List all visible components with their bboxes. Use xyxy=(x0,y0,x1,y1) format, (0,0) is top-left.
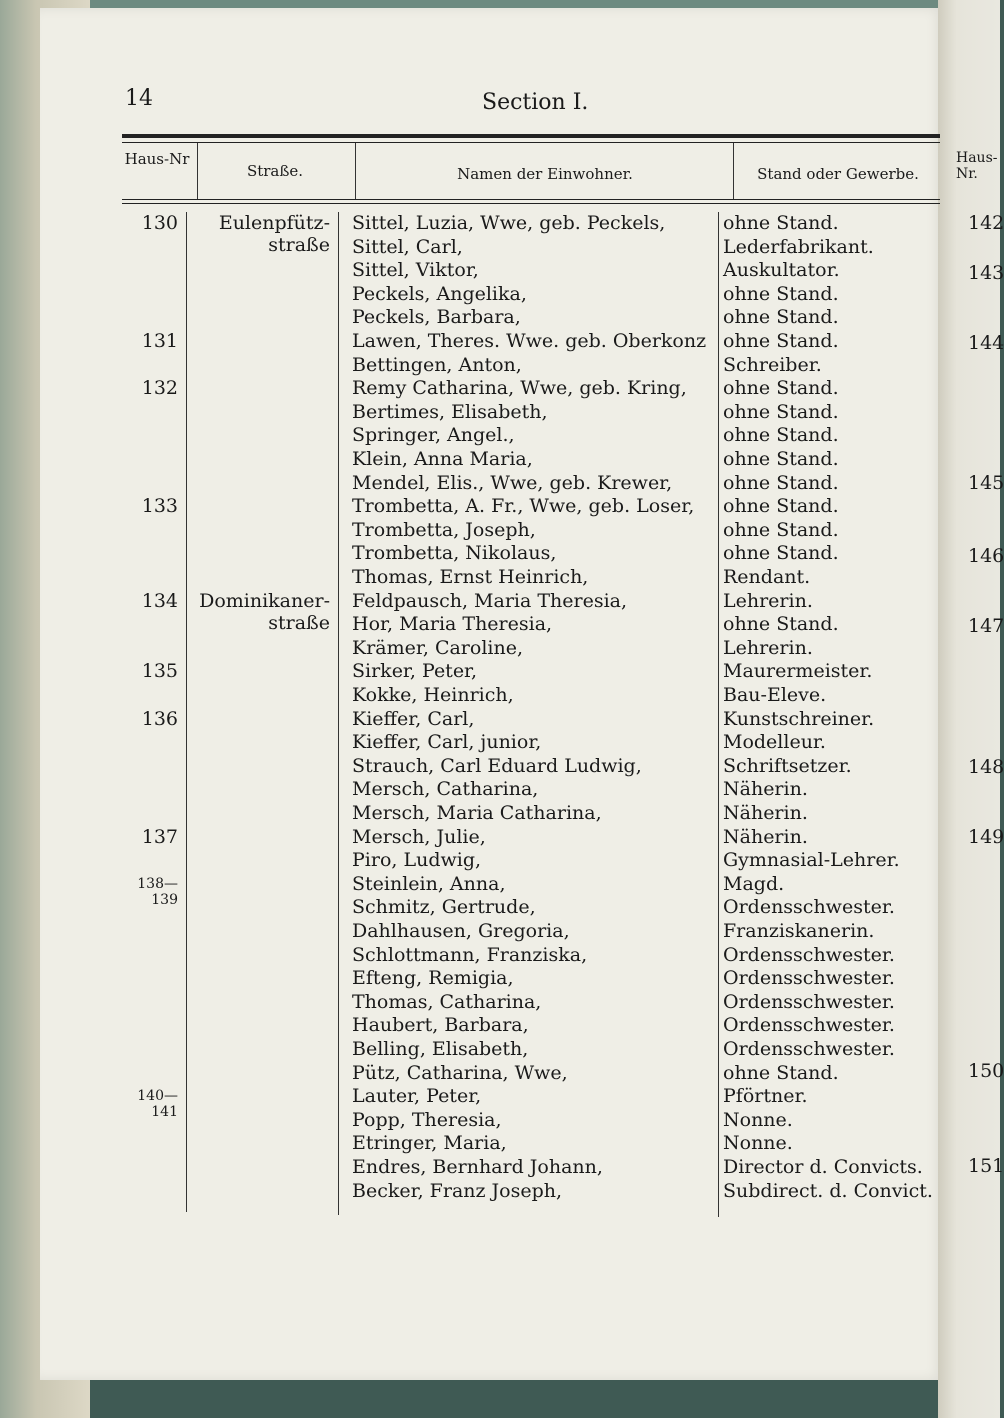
resident-occupation: Ordensschwester. xyxy=(723,990,895,1013)
resident-occupation: Ordensschwester. xyxy=(723,896,895,919)
resident-name: Efteng, Remigia, xyxy=(352,967,514,990)
next-page-house-number: 149 xyxy=(968,826,1004,848)
resident-name: Sittel, Viktor, xyxy=(352,259,479,282)
resident-occupation: Kunstschreiner. xyxy=(723,707,875,730)
body-sep-1 xyxy=(186,212,187,1212)
col-sep-3 xyxy=(733,143,734,199)
resident-occupation: Nonne. xyxy=(723,1132,793,1155)
next-page-house-number: 147 xyxy=(968,615,1004,637)
resident-name: Kokke, Heinrich, xyxy=(352,684,514,706)
resident-name: Piro, Ludwig, xyxy=(352,849,482,872)
resident-name: Krämer, Caroline, xyxy=(352,636,523,659)
resident-name: Sittel, Carl, xyxy=(352,235,463,258)
section-title: Section I. xyxy=(482,90,589,115)
resident-occupation: ohne Stand. xyxy=(723,448,839,470)
resident-name: Trombetta, Joseph, xyxy=(352,518,536,541)
resident-name: Pütz, Catharina, Wwe, xyxy=(352,1061,568,1084)
street-name: Eulenpfütz- xyxy=(218,212,330,234)
resident-name: Steinlein, Anna, xyxy=(352,872,506,895)
resident-occupation: Ordensschwester. xyxy=(723,967,895,990)
resident-name: Trombetta, A. Fr., Wwe, geb. Loser, xyxy=(352,495,695,518)
resident-occupation: Maurermeister. xyxy=(723,660,873,683)
street-name: straße xyxy=(268,611,330,634)
resident-name: Dahlhausen, Gregoria, xyxy=(352,920,570,942)
body-sep-2 xyxy=(338,212,339,1215)
resident-occupation: Schreiber. xyxy=(723,353,822,376)
resident-name: Peckels, Angelika, xyxy=(352,282,527,305)
next-page-house-number: 145 xyxy=(968,472,1004,494)
col-header-house: Haus-Nr xyxy=(124,150,190,168)
resident-occupation: Näherin. xyxy=(723,778,808,801)
resident-occupation: Auskultator. xyxy=(723,259,840,282)
next-page-house-number: 144 xyxy=(968,332,1004,354)
resident-occupation: Näherin. xyxy=(723,802,808,824)
resident-occupation: Franziskanerin. xyxy=(723,920,875,942)
resident-name: Etringer, Maria, xyxy=(352,1132,507,1155)
col-sep-1 xyxy=(197,143,198,199)
col-sep-2 xyxy=(355,143,356,199)
col-header-occupation: Stand oder Gewerbe. xyxy=(757,165,919,183)
street-name: Dominikaner- xyxy=(199,589,330,612)
resident-name: Springer, Angel., xyxy=(352,424,515,447)
resident-occupation: ohne Stand. xyxy=(723,282,839,305)
resident-name: Hor, Maria Theresia, xyxy=(352,613,553,636)
next-page-house-number: 146 xyxy=(968,545,1004,567)
next-page-house-number: 148 xyxy=(968,756,1004,778)
resident-name: Thomas, Catharina, xyxy=(352,990,542,1013)
resident-occupation: Lehrerin. xyxy=(723,589,813,612)
next-page-house-number: 143 xyxy=(968,262,1004,284)
house-number: 132 xyxy=(141,377,178,400)
resident-name: Klein, Anna Maria, xyxy=(352,448,533,470)
resident-name: Strauch, Carl Eduard Ludwig, xyxy=(352,754,642,777)
col-header-names: Namen der Einwohner. xyxy=(457,165,633,183)
resident-name: Schmitz, Gertrude, xyxy=(352,896,536,919)
resident-occupation: Ordensschwester. xyxy=(723,1014,895,1037)
resident-occupation: Lederfabrikant. xyxy=(723,235,874,258)
resident-occupation: Subdirect. d. Convict. xyxy=(723,1179,933,1202)
resident-occupation: ohne Stand. xyxy=(723,542,839,565)
resident-name: Belling, Elisabeth, xyxy=(352,1038,529,1060)
header-rule-2 xyxy=(122,203,940,204)
resident-occupation: Director d. Convicts. xyxy=(723,1156,923,1178)
resident-occupation: Näherin. xyxy=(723,825,808,848)
next-page-house-number: 150 xyxy=(968,1060,1004,1082)
top-rule xyxy=(122,134,940,138)
resident-name: Bettingen, Anton, xyxy=(352,353,522,376)
resident-occupation: ohne Stand. xyxy=(723,495,839,518)
resident-occupation: Rendant. xyxy=(723,566,811,588)
next-page-header: Haus-Nr. xyxy=(956,150,998,182)
resident-name: Popp, Theresia, xyxy=(352,1108,502,1131)
house-number: 133 xyxy=(141,495,178,518)
resident-name: Trombetta, Nikolaus, xyxy=(352,542,557,565)
resident-occupation: ohne Stand. xyxy=(723,613,839,636)
resident-name: Bertimes, Elisabeth, xyxy=(352,400,548,423)
resident-occupation: Bau-Eleve. xyxy=(723,684,827,706)
resident-occupation: Magd. xyxy=(723,872,785,895)
next-page-edge xyxy=(938,0,1004,1418)
resident-name: Mersch, Maria Catharina, xyxy=(352,802,602,824)
resident-name: Kieffer, Carl, junior, xyxy=(352,731,542,754)
house-number: 134 xyxy=(141,589,178,612)
resident-occupation: Nonne. xyxy=(723,1108,793,1131)
resident-occupation: Pförtner. xyxy=(723,1085,808,1108)
resident-name: Kieffer, Carl, xyxy=(352,707,475,730)
resident-occupation: ohne Stand. xyxy=(723,306,839,329)
resident-name: Sirker, Peter, xyxy=(352,660,478,683)
top-rule-thin xyxy=(122,142,940,143)
house-number: 136 xyxy=(141,707,178,730)
resident-name: Remy Catharina, Wwe, geb. Kring, xyxy=(352,377,687,400)
header-rule xyxy=(122,199,940,200)
page-number: 14 xyxy=(125,86,153,111)
resident-name: Endres, Bernhard Johann, xyxy=(352,1156,603,1178)
house-number: 135 xyxy=(141,660,178,683)
col-header-street: Straße. xyxy=(246,162,304,180)
resident-name: Schlottmann, Franziska, xyxy=(352,943,588,966)
resident-name: Sittel, Luzia, Wwe, geb. Peckels, xyxy=(352,212,666,234)
next-page-house-number: 142 xyxy=(968,212,1004,234)
resident-occupation: ohne Stand. xyxy=(723,377,839,400)
resident-name: Lauter, Peter, xyxy=(352,1085,482,1108)
resident-occupation: Lehrerin. xyxy=(723,636,813,659)
resident-occupation: ohne Stand. xyxy=(723,400,839,423)
house-number: 131 xyxy=(141,330,178,352)
resident-occupation: ohne Stand. xyxy=(723,518,839,541)
resident-name: Peckels, Barbara, xyxy=(352,306,521,329)
house-number: 140—141 xyxy=(137,1088,178,1121)
resident-name: Feldpausch, Maria Theresia, xyxy=(352,589,628,612)
resident-occupation: Ordensschwester. xyxy=(723,1038,895,1060)
house-number: 137 xyxy=(141,825,178,848)
house-number: 130 xyxy=(141,212,178,234)
resident-occupation: Schriftsetzer. xyxy=(723,754,852,777)
resident-occupation: ohne Stand. xyxy=(723,1061,839,1084)
resident-occupation: ohne Stand. xyxy=(723,330,839,352)
house-number: 138—139 xyxy=(137,875,178,908)
resident-name: Lawen, Theres. Wwe. geb. Oberkonz xyxy=(352,330,707,352)
street-name: straße xyxy=(268,234,330,256)
resident-occupation: ohne Stand. xyxy=(723,424,839,447)
resident-occupation: ohne Stand. xyxy=(723,471,839,494)
resident-occupation: Gymnasial-Lehrer. xyxy=(723,849,900,872)
resident-name: Thomas, Ernst Heinrich, xyxy=(352,566,589,588)
resident-name: Mendel, Elis., Wwe, geb. Krewer, xyxy=(352,471,673,494)
resident-name: Haubert, Barbara, xyxy=(352,1014,529,1037)
resident-name: Mersch, Julie, xyxy=(352,825,486,848)
resident-name: Becker, Franz Joseph, xyxy=(352,1179,563,1202)
resident-occupation: ohne Stand. xyxy=(723,212,839,234)
next-page-house-number: 151 xyxy=(968,1155,1004,1177)
resident-name: Mersch, Catharina, xyxy=(352,778,539,801)
body-sep-3 xyxy=(718,212,719,1217)
resident-occupation: Modelleur. xyxy=(723,731,826,754)
resident-occupation: Ordensschwester. xyxy=(723,943,895,966)
